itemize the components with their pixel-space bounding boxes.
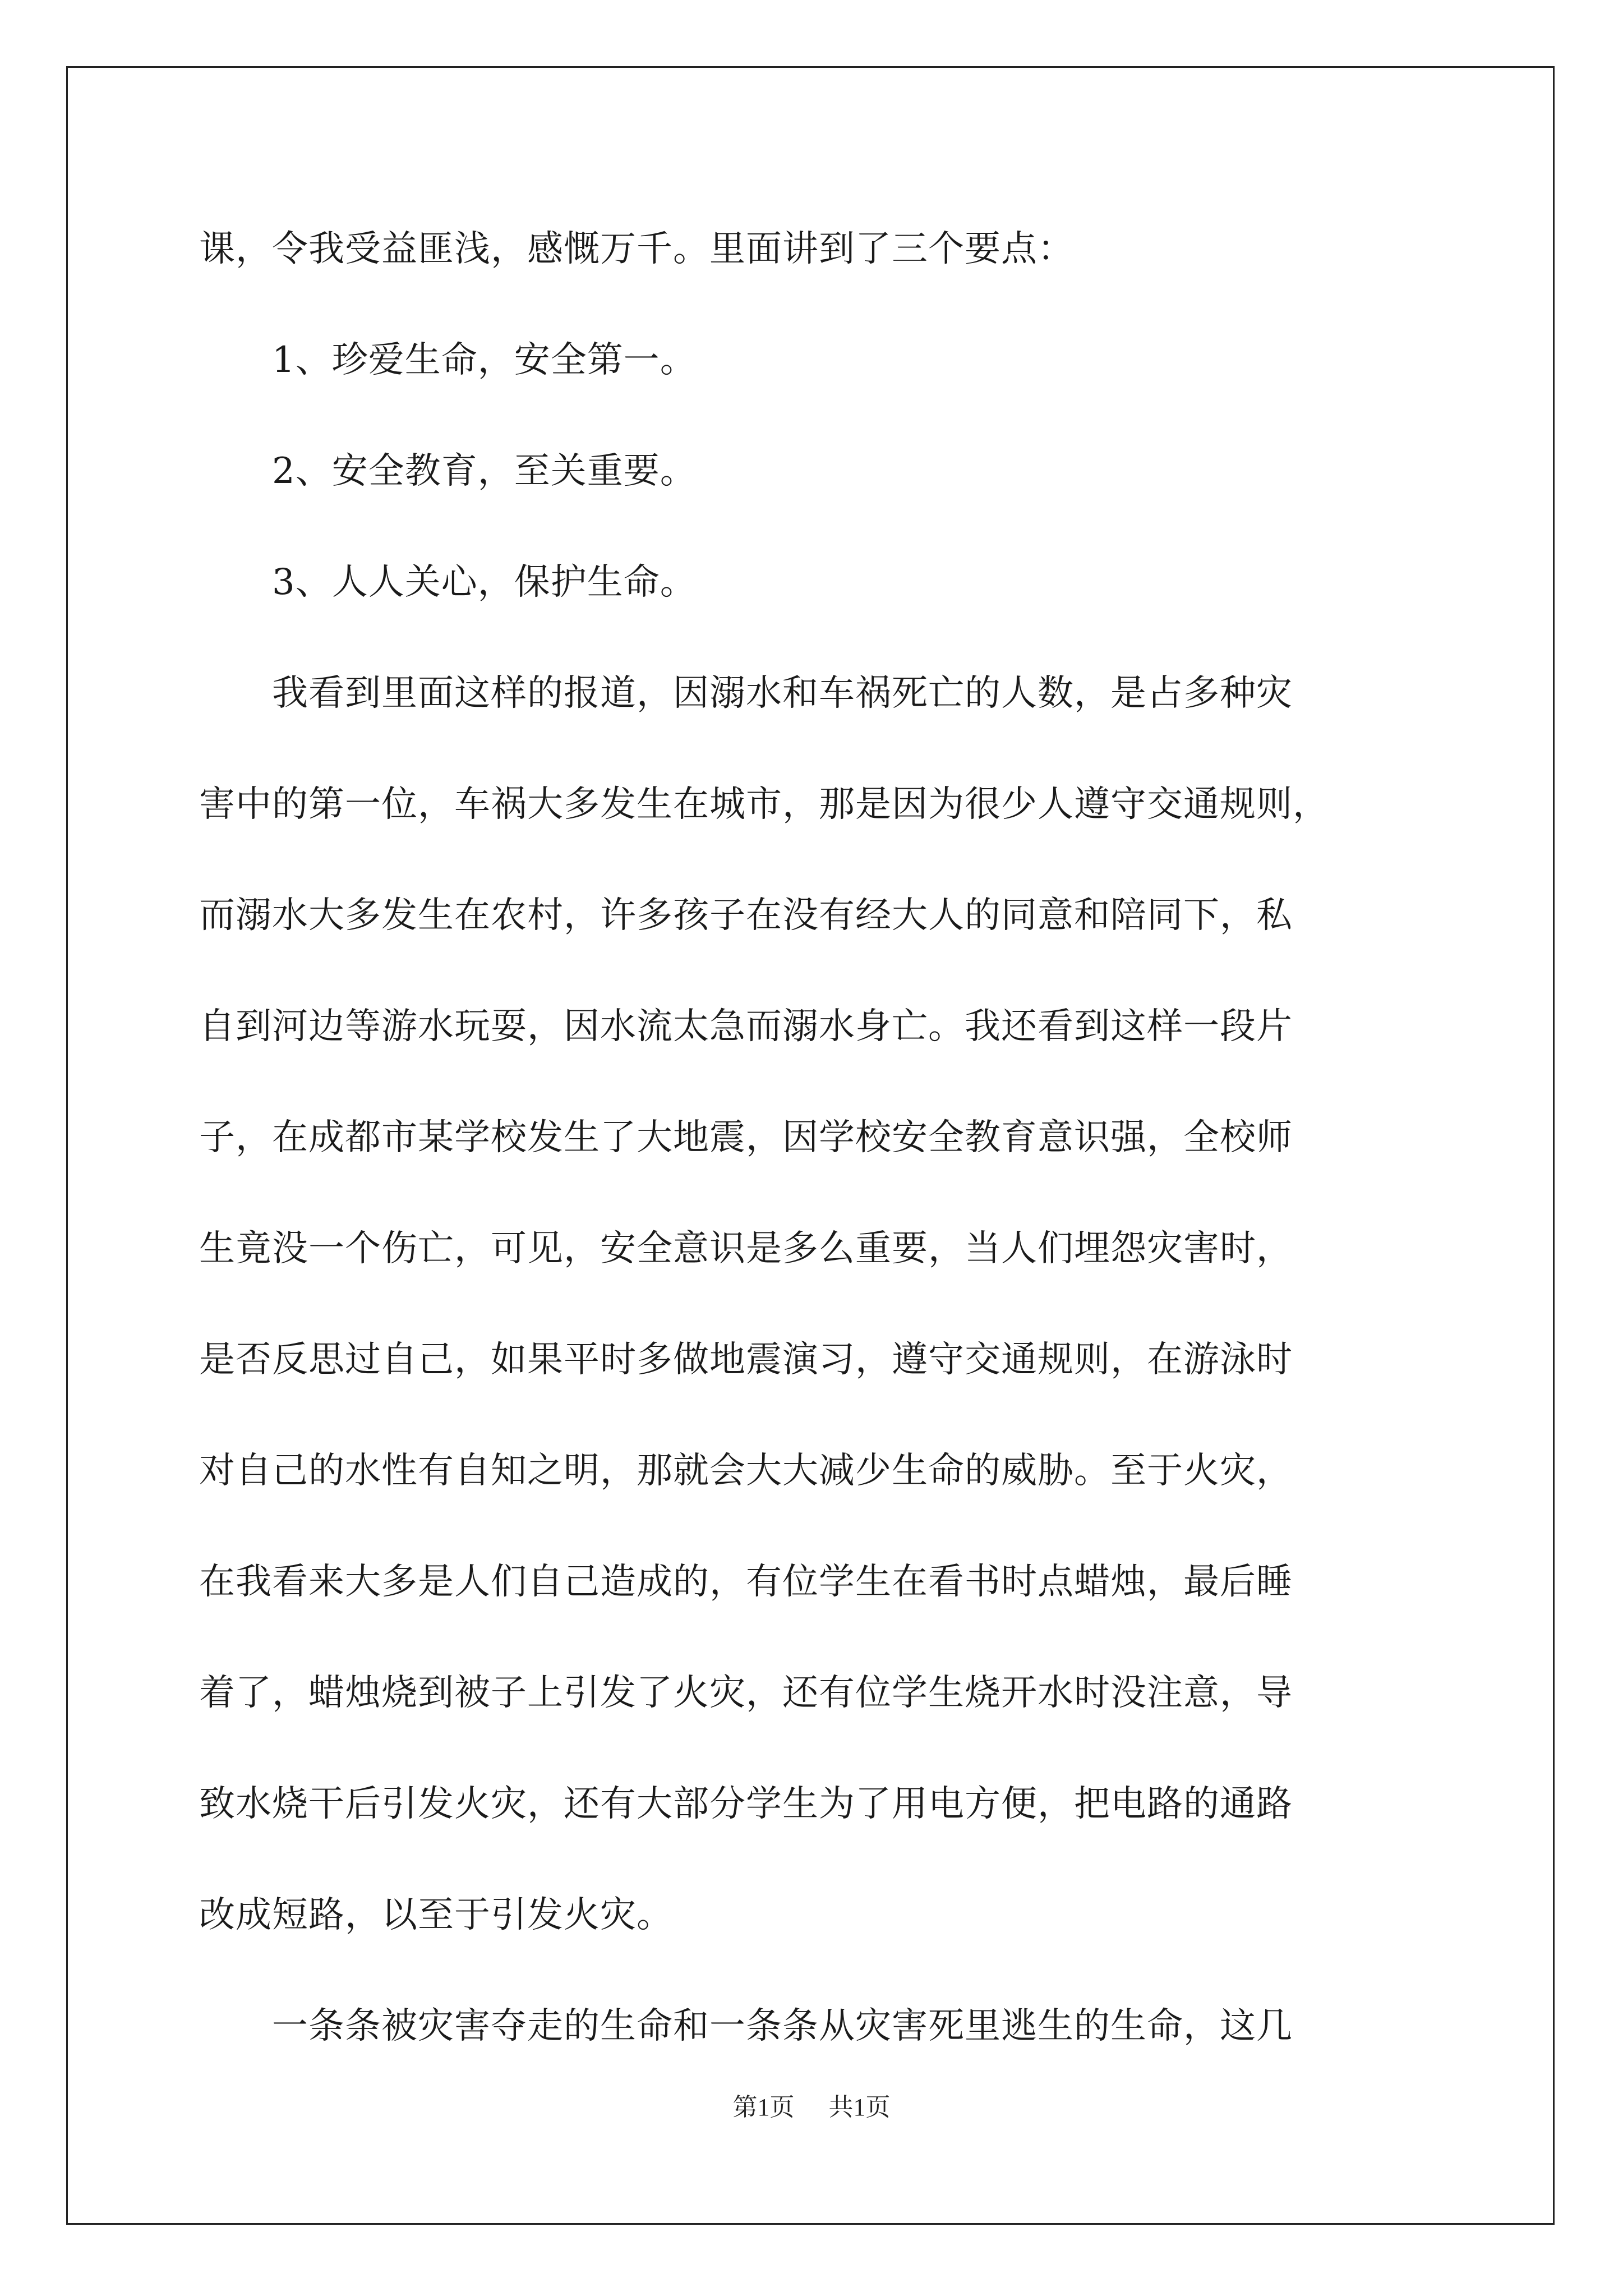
text-line: 在我看来大多是人们自己造成的，有位学生在看书时点蜡烛，最后睡 xyxy=(199,1561,1293,1603)
text-line: 改成短路，以至于引发火灾。 xyxy=(199,1894,673,1936)
page-number-total: 共1页 xyxy=(828,2093,891,2121)
text-line: 我看到里面这样的报道，因溺水和车祸死亡的人数，是占多种灾 xyxy=(199,673,1293,714)
page-number-current: 第1页 xyxy=(732,2093,795,2121)
text-line: 1、珍爱生命，安全第一。 xyxy=(199,339,697,381)
text-line: 2、安全教育，至关重要。 xyxy=(199,450,697,492)
text-line: 着了，蜡烛烧到被子上引发了火灾，还有位学生烧开水时没注意，导 xyxy=(199,1672,1293,1714)
text-line: 一条条被灾害夺走的生命和一条条从灾害死里逃生的生命，这几 xyxy=(199,2005,1293,2047)
text-line: 自到河边等游水玩耍，因水流太急而溺水身亡。我还看到这样一段片 xyxy=(199,1006,1293,1047)
text-line: 生竟没一个伤亡，可见，安全意识是多么重要，当人们埋怨灾害时， xyxy=(199,1228,1293,1269)
text-line: 3、人人关心，保护生命。 xyxy=(199,562,697,603)
text-line: 子，在成都市某学校发生了大地震，因学校安全教育意识强，全校师 xyxy=(199,1117,1293,1158)
text-line: 是否反思过自己，如果平时多做地震演习，遵守交通规则，在游泳时 xyxy=(199,1339,1293,1381)
text-line: 而溺水大多发生在农村，许多孩子在没有经大人的同意和陪同下，私 xyxy=(199,895,1293,936)
text-line: 课，令我受益匪浅，感慨万千。里面讲到了三个要点： xyxy=(199,228,1074,270)
text-line: 害中的第一位，车祸大多发生在城市，那是因为很少人遵守交通规则， xyxy=(199,784,1329,825)
text-line: 致水烧干后引发火灾，还有大部分学生为了用电方便，把电路的通路 xyxy=(199,1783,1293,1825)
text-line: 对自己的水性有自知之明，那就会大大减少生命的威胁。至于火灾， xyxy=(199,1450,1293,1492)
page-footer xyxy=(0,2095,1623,2120)
